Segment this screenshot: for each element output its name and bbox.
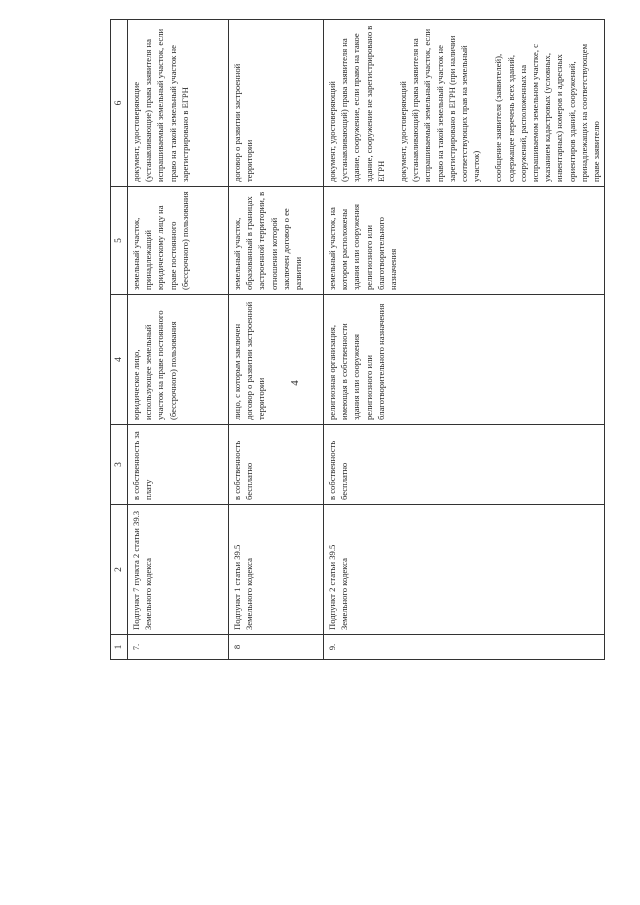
column-number-3: 3: [111, 425, 128, 505]
column-number-1: 1: [111, 635, 128, 660]
table-row: [324, 20, 605, 660]
column-number-4: 4: [111, 295, 128, 425]
row-number: 7.: [128, 635, 229, 660]
provision-form: в собственность бесплатно: [229, 425, 324, 505]
required-documents: [229, 20, 324, 187]
applicant: юридическое лицо, использующее земельный участок на праве постоянного (бессрочного) пользования: [128, 295, 229, 425]
document-item: договор о развитии застроенной территории: [232, 63, 255, 182]
provision-form: в собственность бесплатно: [324, 425, 605, 505]
row-number: 8: [229, 635, 324, 660]
legal-basis: Подпункт 1 статьи 39.5 Земельного кодекса: [229, 505, 324, 635]
provision-form: в собственность за плату: [128, 425, 229, 505]
column-number-6: 6: [111, 20, 128, 187]
legal-basis: Подпункт 2 статьи 39.5 Земельного кодекса: [324, 505, 605, 635]
table-header-row: [111, 20, 128, 660]
document-item: документ, удостоверяющий (устанавливающий) права заявителя на испрашиваемый земельный участок, если право на такой земельный участок не зарегистрировано в ЕГРН (при наличии соответствующих прав на земельный участок): [398, 28, 482, 182]
paragraph-gap: [387, 24, 397, 182]
applicant: лицо, с которым заключен договор о развитии застроенной территории: [229, 295, 324, 425]
required-documents: [324, 20, 605, 187]
legal-basis: Подпункт 7 пункта 2 статьи 39.3 Земельного кодекса: [128, 505, 229, 635]
document-item: документ, удостоверяющие (устанавливающие) права заявителя на испрашиваемый земельный участок, если право на такой земельный участок не зарегистрировано в ЕГРН: [131, 28, 190, 182]
land-plot: земельный участок, принадлежащий юридическому лицу на праве постоянного (бессрочного) пользования: [128, 187, 229, 295]
column-number-2: 2: [111, 505, 128, 635]
land-provision-table: [110, 19, 605, 660]
paragraph-gap: [482, 24, 492, 182]
document-item: документ, удостоверяющий (устанавливающий) права заявителя на здание, сооружение, если право на такое здание, сооружение не зарегистрировано в ЕГРН: [327, 25, 386, 182]
applicant: религиозная организация, имеющая в собственности здания или сооружения религиозного или благотворительного назначения: [324, 295, 605, 425]
document-item: сообщение заявителя (заявителей), содержащее перечень всех зданий, сооружений, расположенных на испрашиваемом земельном участке, с указанием кадастровых (условных, инвентарных) номеров и адресных ориентиров зданий, сооружений, принадлежащих на соответствующем праве заявителю: [493, 43, 602, 182]
required-documents: [128, 20, 229, 187]
rotated-table-wrapper: [110, 20, 602, 660]
table-row: [229, 20, 324, 660]
page-number: 4: [289, 380, 301, 386]
land-plot: земельный участок, образованный в границах застроенной территории, в отношении которой заключен договор о ее развитии: [229, 187, 324, 295]
table-row: [128, 20, 229, 660]
land-plot: земельный участок, на котором расположены здания или сооружения религиозного или благотворительного назначения: [324, 187, 605, 295]
column-number-5: 5: [111, 187, 128, 295]
row-number: 9.: [324, 635, 605, 660]
